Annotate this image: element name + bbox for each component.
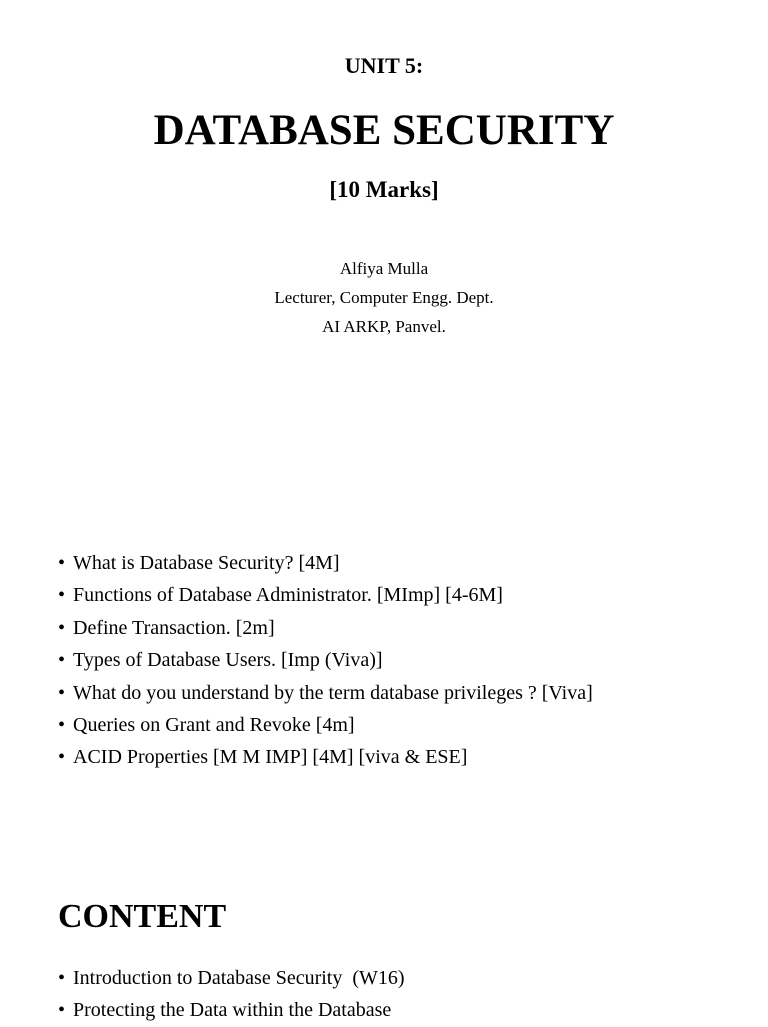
page-title: DATABASE SECURITY: [153, 107, 615, 154]
list-item: [58, 644, 593, 676]
marks-label: [10 Marks]: [329, 177, 439, 202]
question-text: What do you understand by the term database privileges ? [Viva]: [73, 681, 593, 704]
content-item-text: Protecting the Data within the Database: [73, 999, 392, 1022]
author-designation: Lecturer, Computer Engg. Dept.: [274, 288, 494, 307]
bullet-icon: •: [58, 584, 66, 607]
list-item: [58, 579, 593, 611]
list-item: [58, 547, 593, 579]
list-item: [58, 709, 593, 741]
unit-label: UNIT 5:: [344, 53, 424, 78]
bullet-icon: •: [58, 552, 66, 574]
question-text: ACID Properties [M M IMP] [4M] [viva & ESE]: [73, 746, 468, 769]
question-text: Define Transaction. [2m]: [73, 616, 275, 639]
content-list: [58, 962, 405, 1027]
list-item: [58, 962, 405, 994]
bullet-icon: •: [58, 681, 66, 704]
bullet-icon: •: [58, 649, 66, 672]
list-item: [58, 612, 593, 644]
question-text: Types of Database Users. [Imp (Viva)]: [73, 649, 383, 672]
bullet-icon: •: [58, 967, 66, 989]
question-text: Functions of Database Administrator. [MImp] [4-6M]: [73, 584, 503, 607]
bullet-icon: •: [58, 746, 66, 769]
bullet-icon: •: [58, 714, 66, 737]
bullet-icon: •: [58, 999, 66, 1022]
author-institute: AI ARKP, Panvel.: [322, 317, 446, 336]
questions-list: [58, 547, 593, 774]
list-item: [58, 994, 405, 1026]
content-heading: CONTENT: [58, 898, 227, 935]
question-text: Queries on Grant and Revoke [4m]: [73, 714, 355, 737]
list-item: [58, 677, 593, 709]
content-item-text: Introduction to Database Security (W16): [73, 967, 405, 989]
bullet-icon: •: [58, 616, 66, 639]
question-text: What is Database Security? [4M]: [73, 552, 340, 574]
author-name: Alfiya Mulla: [339, 259, 429, 278]
list-item: [58, 741, 593, 773]
